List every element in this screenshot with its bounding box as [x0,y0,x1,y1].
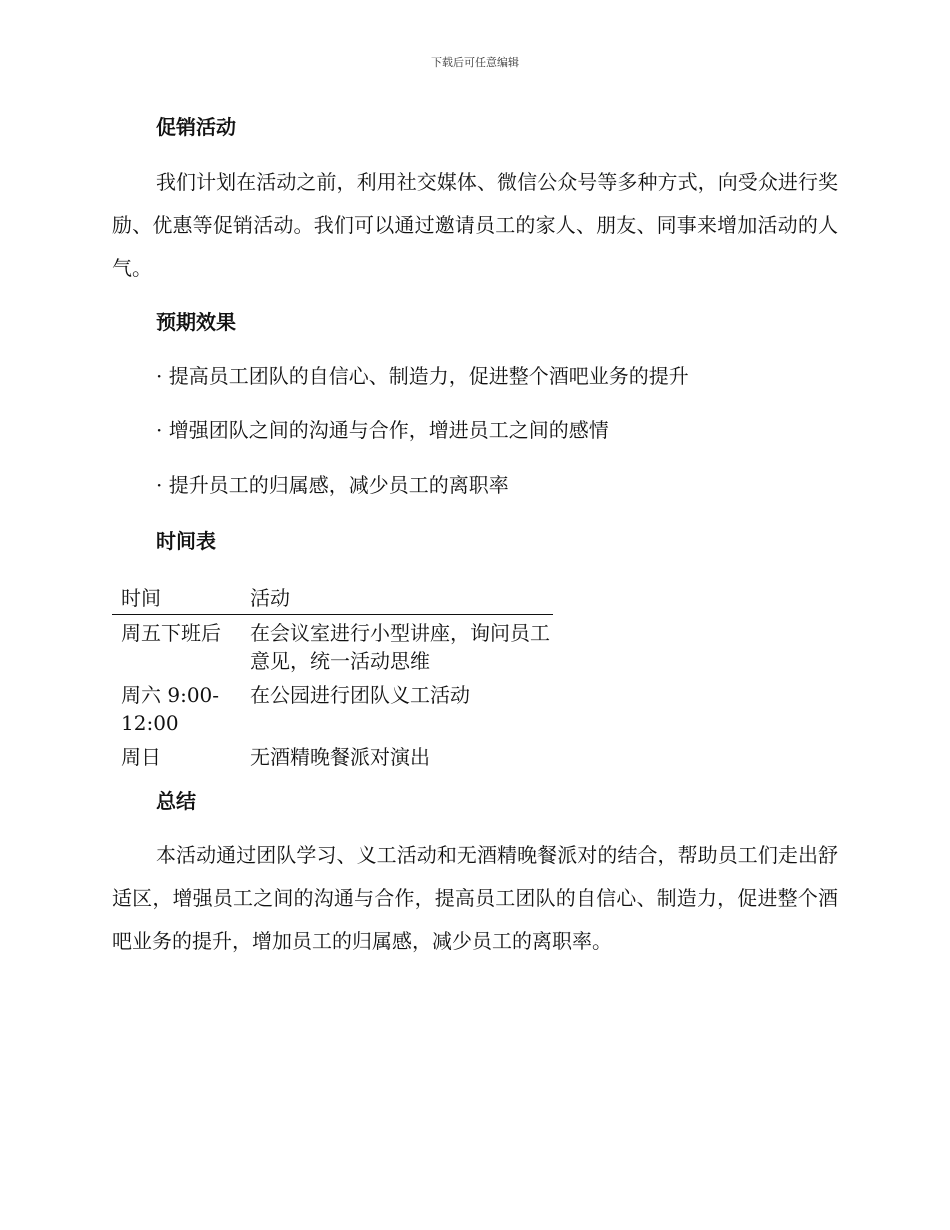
schedule-time: 周五下班后 [121,621,221,645]
column-header-activity: 活动 [250,586,290,610]
schedule-table [112,582,553,773]
section-title-schedule: 时间表 [156,529,216,553]
table-header-row [112,582,553,615]
effect-bullet: · 提升员工的归属感，减少员工的离职率 [156,473,509,497]
effect-bullet: · 增强团队之间的沟通与合作，增进员工之间的感情 [156,418,609,442]
effect-bullet: · 提高员工团队的自信心、制造力，促进整个酒吧业务的提升 [156,364,689,388]
section-title-effects: 预期效果 [156,310,236,334]
section-title-summary: 总结 [156,789,196,813]
section-body-promotion: 我们计划在活动之前，利用社交媒体、微信公众号等多种方式，向受众进行奖励、优惠等促销活动。我们可以通过邀请员工的家人、朋友、同事来增加活动的人气。 [112,170,838,280]
schedule-activity: 无酒精晚餐派对演出 [250,745,430,769]
table-row [112,615,553,678]
schedule-time: 周日 [121,745,161,769]
column-header-time: 时间 [121,586,161,610]
schedule-activity: 在会议室进行小型讲座，询问员工意见，统一活动思维 [250,621,550,673]
table-row [112,677,553,739]
schedule-time: 周六 9:00-12:00 [121,683,220,735]
section-body-summary: 本活动通过团队学习、义工活动和无酒精晚餐派对的结合，帮助员工们走出舒适区，增强员工之间的沟通与合作，提高员工团队的自信心、制造力，促进整个酒吧业务的提升，增加员工的归属感，减少员工的离职率。 [112,843,838,953]
section-title-promotion: 促销活动 [156,115,236,139]
schedule-activity: 在公园进行团队义工活动 [250,683,470,707]
table-row [112,739,553,773]
page-header: 下载后可任意编辑 [431,56,519,69]
